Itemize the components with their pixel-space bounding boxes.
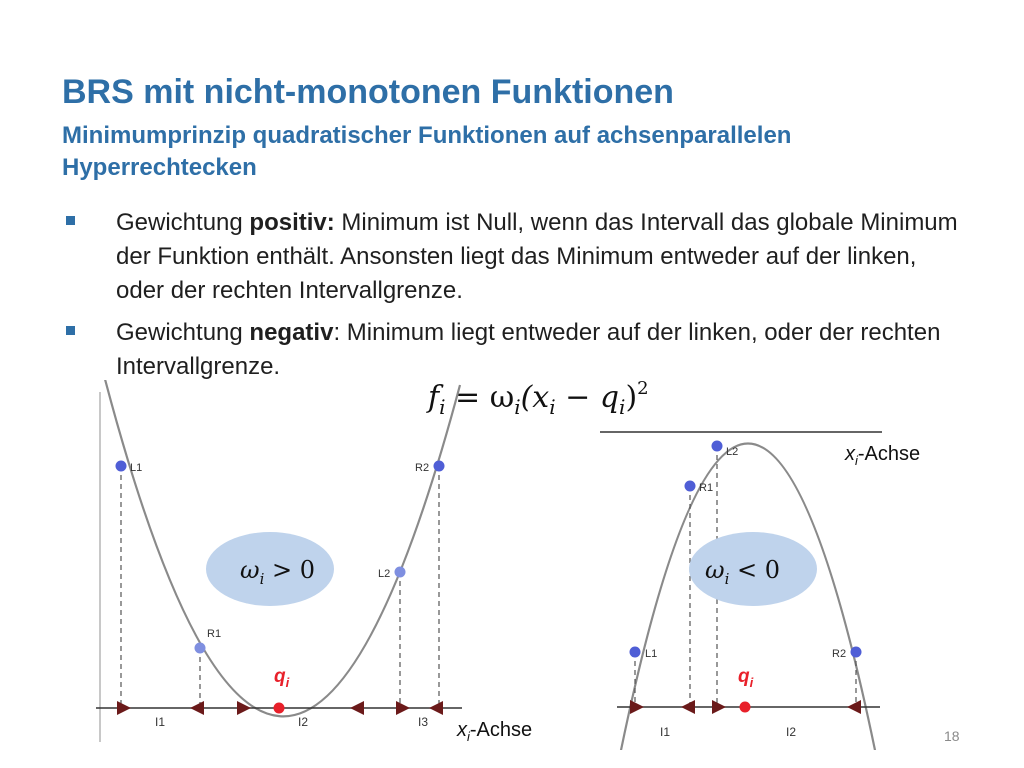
right-diagram <box>600 432 920 755</box>
left-interval-I3: I3 <box>418 715 429 729</box>
left-point-L2 <box>395 567 406 578</box>
right-point-L2 <box>712 441 723 452</box>
left-point-L1 <box>116 461 127 472</box>
left-point-qi <box>274 703 285 714</box>
left-point-R2 <box>434 461 445 472</box>
right-label-R2: R2 <box>832 648 847 660</box>
right-point-R1 <box>685 481 696 492</box>
left-diagram <box>96 360 532 744</box>
left-interval-I2: I2 <box>298 715 309 729</box>
bullet-positive-keyword: positiv: <box>249 209 335 236</box>
left-label-R1: R1 <box>207 628 222 640</box>
page-number: 18 <box>944 728 960 744</box>
right-q-label: $q_i$ <box>738 666 754 690</box>
left-weight-label: $\omega_i > 0$ <box>240 556 316 588</box>
right-label-L1: L1 <box>645 648 658 660</box>
left-axis-label: $x_i$-Achse <box>457 719 533 744</box>
right-interval-I2: I2 <box>786 725 797 739</box>
right-point-R2 <box>851 647 862 658</box>
right-label-L2: L2 <box>726 446 739 458</box>
right-interval-I1: I1 <box>660 725 671 739</box>
slide-title: BRS mit nicht-monotonen Funktionen <box>62 73 674 111</box>
bullet-negative-keyword: negativ <box>249 319 334 346</box>
right-point-L1 <box>630 647 641 658</box>
left-label-L2: L2 <box>378 568 391 580</box>
slide-subtitle: Minimumprinzip quadratischer Funktionen auf achsenparallelen Hyperrechtecken <box>62 122 792 181</box>
left-interval-I1: I1 <box>155 715 166 729</box>
bullet-negative: Gewichtung negativ: Minimum liegt entweder auf der linken, oder der rechten Intervallgrenze. <box>62 316 962 384</box>
left-q-label: $q_i$ <box>274 666 290 690</box>
bullet-positive: Gewichtung positiv: Minimum ist Null, wenn das Intervall das globale Minimum der Funktion enthält. Ansonsten liegt das Minimum entweder auf der linken, oder der rechten Intervallgrenze. <box>62 206 962 308</box>
formula: $f_i = \omega_i(x_i - q_i)^2$ <box>428 378 649 419</box>
left-label-R2: R2 <box>415 462 430 474</box>
right-point-qi <box>740 702 751 713</box>
right-axis-label: $x_i$-Achse <box>845 443 921 468</box>
left-point-R1 <box>195 643 206 654</box>
right-weight-label: $\omega_i < 0$ <box>705 556 781 588</box>
right-label-R1: R1 <box>699 482 714 494</box>
left-label-L1: L1 <box>130 462 143 474</box>
